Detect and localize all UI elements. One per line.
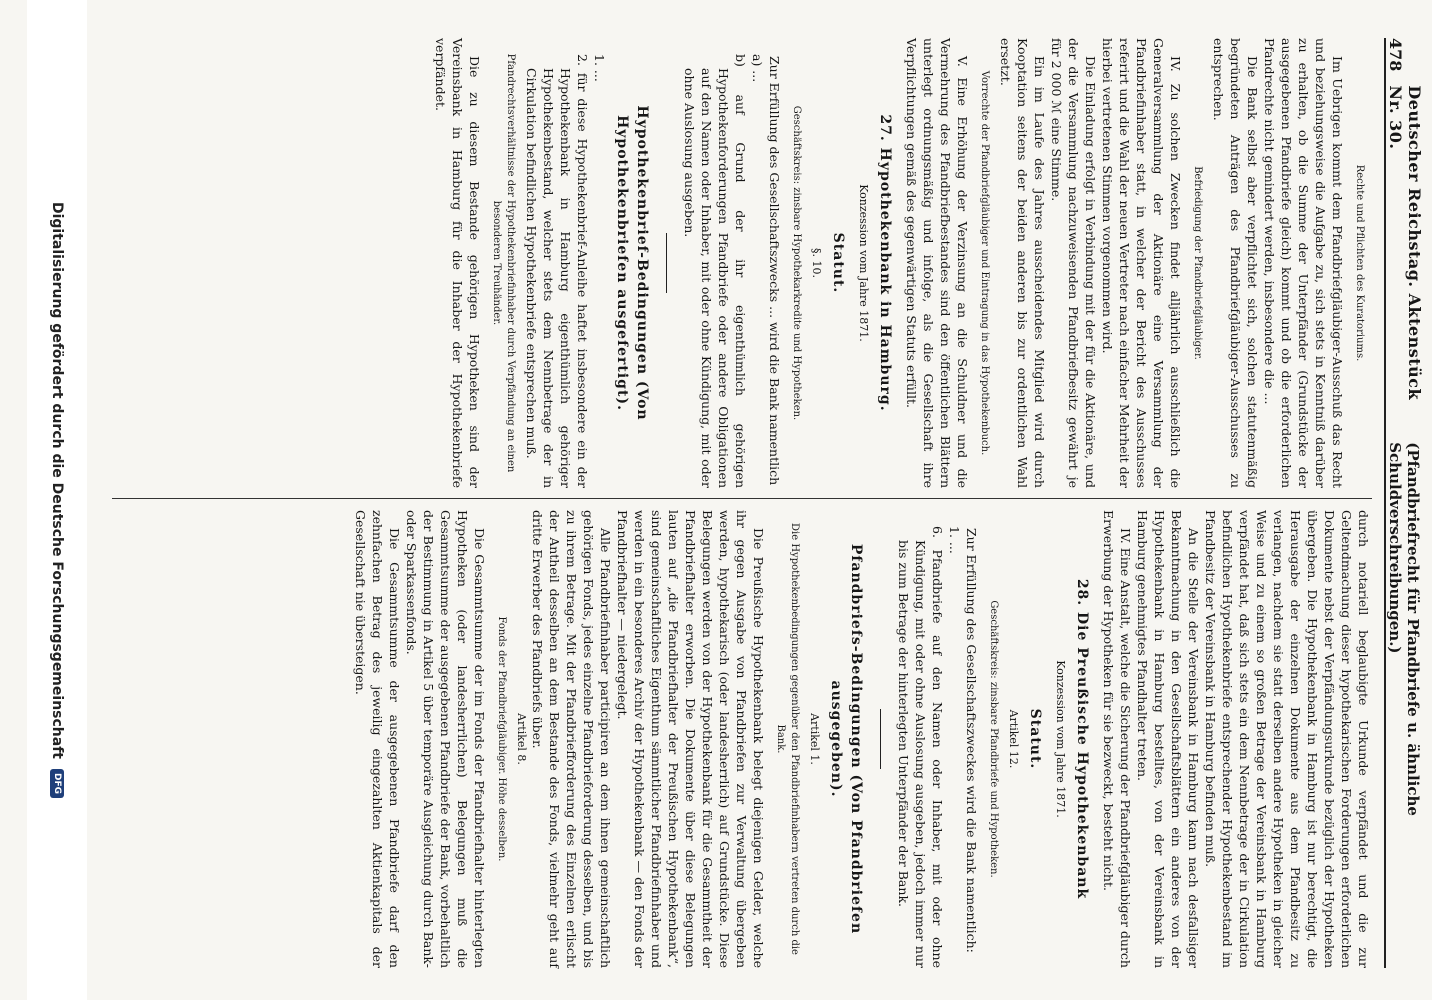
paragraph: Die zu diesem Bestande gehörigen Hypotheken sind der Vereinsbank in Hamburg für die Inhaber der Hypothekenbriefe verpfändet. [433,38,482,488]
statute-heading: Statut. [1027,708,1043,770]
paragraph: Ein im Laufe des Jahres ausscheidendes Mitglied wird durch Kooptation seitens der beiden anderen bis zur ordentlichen Wahl ersetzt. [998,38,1047,488]
paragraph: Alle Pfandbriefinhaber participiren an dem ihnen gemeinschaftlich gehörigen Fonds, jedes einzelne Pfandbrieforderung desselben, und bis zu ihrem Betrage. Mit der Pfandbriefforderung des Einzelnen erlischt der Antheil desselben an dem Bestande des Fonds, vielmehr geht auf dritte Erwerber des Pfandbriefs über. [530,510,613,968]
divider-rule [666,233,667,293]
paragraph: An die Stelle der Vereinsbank in Hamburg kann nach desfallsiger Bekanntmachung in den Gesellschaftsblättern ein anderes von der Hypothekenbank in Hamburg bestelltes, von der Vereinsbank in Hamburg genehmigtes Pfandhalter treten. [1135,510,1201,968]
article-number: Artikel 12. [1007,709,1020,769]
statute-heading: Statut. [830,232,846,294]
list-item: 1. ... [592,54,607,82]
paragraph: Zur Erfüllung des Gesellschaftszwecks ... wird die Bank namentlich [767,56,782,486]
paragraph: Die Bank selbst aber verpflichtet sich, solchen statutenmäßig begründeten Anträgen des Pfandbriefgläubiger-Ausschusses zu entsprechen. [1211,38,1260,488]
paragraph: Die Preußische Hypothekenbank belegt diejenigen Gelder, welche ihr gegen Ausgabe von Pfandbriefen zur Verwaltung übergeben werden, hypothekarisch (oder landesherrlich) auf Grundstücke. Diese Belegungen werden von der Hypothekenbank für die Gesammtheit der Pfandbriefhalter erworben. Die Dokumente über diese Belegungen lauten auf „die Pfandbriefhalter der Preußischen Hypothekenbank“, sind gemeinschaftliches Eigenthum sämmtlicher Pfandbriefinhaber und werden in ein besonderes Archiv der Hypothekenbank — den Fonds der Pfandbriefhalter — niedergelegt. [615,510,766,968]
left-column [432,38,1372,488]
section-heading: 28. Die Preußische Hypothekenbank [1074,578,1090,900]
digitization-footer [27,0,87,1000]
list-item: b) auf Grund der ihr eigenthümlich gehörigen Hypothekenforderungen Pfandbriefe oder andere Obligationen auf den Namen oder Inhaber, mit oder ohne Kündigung, mit oder ohne Auslosung ausgeben. [682,54,748,488]
paragraph: IV. Eine Anstalt, welche die Sicherung der Pfandbriefgläubiger durch Erwerbung der Hypotheken für sie bezweckt, besteht nicht. [1101,510,1133,968]
margin-caption: Rechte und Pflichten des Kuratoriums. [1354,164,1365,362]
article-number: Artikel 1. [808,713,821,765]
margin-caption: Geschäftskreis: zinsbare Pfandbriefe und Hypotheken. [988,600,999,878]
list-item: 1. ... [947,526,962,554]
column-divider [112,498,1372,499]
margin-caption: Vorrechte der Pfandbriefgläubiger und Eintragung in das Hypothekenbuch. [979,70,990,456]
paragraph-number: §. 10. [810,248,823,278]
section-subheading: Konzession vom Jahre 1871. [857,184,870,342]
page-topic: (Pfandbriefrecht für Pfandbriefe u. ähnliche Schuldverschreibungen.) [1386,442,1422,816]
article-number: Artikel 8. [515,713,528,765]
divider-rule [880,709,881,769]
paragraph: Die Gesammtsumme der im Fonds der Pfandbriefhalter hinterlegten Hypotheken (oder landesherrlichen) Belegungen muß die Gesammtsumme der ausgegebenen Pfandbriefe der Bank, vorbehaltlich der Bestimmung in Artikel 5 über temporäre Ausgleichung durch Bank- oder Sparkassenfonds. [404,510,487,968]
section-subheading: Konzession vom Jahre 1871. [1054,660,1067,818]
paragraph: Die Einladung erfolgt in Verbindung mit der für die Aktionäre, und der die Versammlung nachzuweisenden Pfandbriefbesitz gewährt je für 2 000 ℳ eine Stimme. [1049,38,1098,488]
list-item: 2. für diese Hypothekenbrief-Anleihe haftet insbesondere ein der Hypothekenbank in Hamburg eigenthümlich gehöriger Hypothekenbestand, welcher stets dem Nennbetrage der in Cirkulation befindlichen Hypothekenbriefe entsprechen muß. [524,54,590,488]
margin-caption: Fonds der Pfandbriefgläubiger. Höhe desselben. [496,616,507,862]
list-item: 6. Pfandbriefe auf den Namen oder Inhaber, mit oder ohne Kündigung, mit oder ohne Auslosung ausgeben, jedoch immer nur bis zum Betrage der hinterlegten Unterpfänder der Bank. [896,526,945,968]
margin-caption: Die Hypothekenbedingungen gegenüber den Pfandbriefinhabern vertreten durch die Bank. [775,523,800,955]
section-heading: 27. Hypothekenbank in Hamburg. [877,114,893,412]
margin-caption: Geschäftskreis: zinsbare Hypothekarkredite und Hypotheken. [791,105,802,421]
paragraph: durch notariell beglaubigte Urkunde verpfändet und die zur Geltendmachung dieser hypothekarischen Forderungen erforderlichen Dokumente nebst der Verpfändungsurkunde bezüglich der Hypotheken übergeben. Die Hypothekenbank in Hamburg ist nur berechtigt, die Herausgabe der einzelnen Dokumente aus dem Pfandbesitz zu verlangen, nachdem sie statt derselben andere Hypotheken in gleicher Weise und zu einem so großen Betrage der Vereinsbank in Hamburg verpfändet hat, daß sich stets ein dem Nennbetrage der in Cirkulation befindlichen Hypothekenbriefe entsprechender Hypothekenbestand im Pfandbesitz der Vereinsbank in Hamburg befinden muß. [1203,510,1371,968]
dfg-logo: DFG [50,769,64,798]
margin-caption: Befriedigung der Pfandbriefgläubiger. [1192,166,1203,360]
digitization-note: Digitalisierung gefördert durch die Deutsche Forschungsgemeinschaft [49,201,65,759]
section-heading: Pfandbriefs-Bedingungen (Von Pfandbriefen ausgegeben). [828,543,864,935]
paragraph: Die Gesammtsumme der ausgegebenen Pfandbriefe darf den zehnfachen Betrag des jeweilig eingezahlten Aktienkapitals der Gesellschaft nie übersteigen. [353,510,402,968]
page-header [1384,38,1424,968]
paragraph: Zur Erfüllung des Gesellschaftszweckes wird die Bank namentlich: [964,528,979,953]
list-item: a) ... [750,54,765,83]
page-number: 478 [1386,38,1405,72]
paragraph: IV. Zu solchen Zwecken findet alljährlich ausschließlich die Generalversammlung der Aktionäre eine Versammlung der Pfandbriefinhaber statt, in welcher der Bericht des Ausschusses referirt und die Wahl der neuen Vertreter nach einfacher Mehrheit der hierbei vertretenen Stimmen vorgenommen wird. [1100,38,1183,488]
paragraph: V. Eine Erhöhung der Verzinsung an die Schuldner und die Vermehrung des Pfandbriefbestandes sind den öffentlichen Blättern unterlegt ordnungsmäßig und infolge, als die Gesellschaft ihre Verpflichtungen gemäß des gegenwärtigen Statuts erfüllt. [904,38,970,488]
page-title: Deutscher Reichstag. Aktenstück Nr. 30. [1386,85,1424,401]
section-heading: Hypothekenbrief-Bedingungen (Von Hypothekenbriefen ausgefertigt). [614,105,650,421]
right-column [352,510,1372,968]
paragraph: Im Uebrigen kommt dem Pfandbriefgläubiger-Ausschuß das Recht und beziehungsweise die Aufgabe zu, sich stets in Kenntniß darüber zu erhalten, ob die Summe der Unterpfänder (Grundstücke der ausgegebenen Pfandbriefe gleich) kommt und ob die erforderlichen Pfandrechte nicht gemindert werden, insbesondere die ... [1262,38,1345,488]
margin-caption: Pfandrechtsverhältnisse der Hypothekenbriefinhaber durch Verpfändung an einen besonderen Treuhänder. [491,53,516,473]
